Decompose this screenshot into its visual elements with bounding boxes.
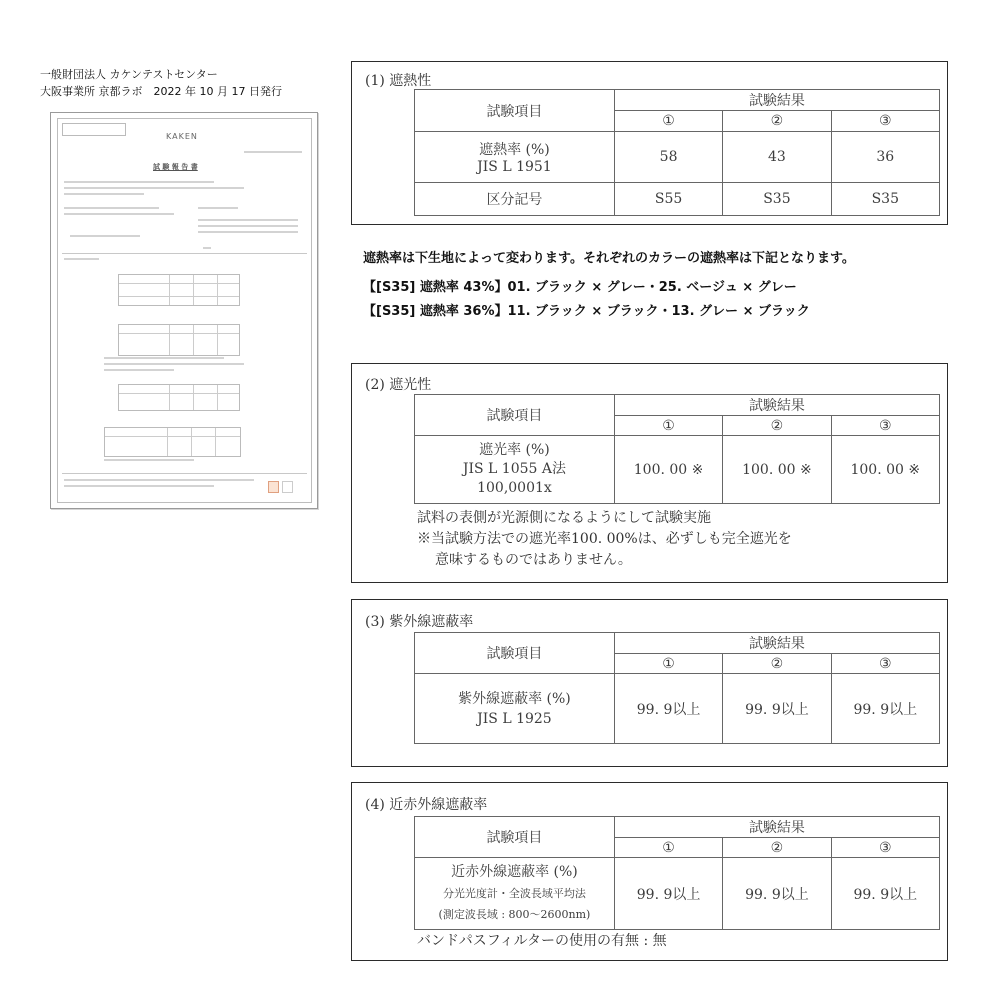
thumb-stamp: [268, 481, 279, 493]
heat-label-1: 遮熱率 (%): [479, 142, 550, 158]
nir-result-table: [414, 816, 940, 930]
light-col-1: ①: [614, 416, 722, 436]
heat-header-item: 試験項目: [415, 90, 615, 132]
uv-header-item: 試験項目: [415, 633, 615, 674]
thumb-text-line: [104, 363, 244, 365]
report-thumbnail-frame: [57, 118, 312, 503]
thumb-text-line: [64, 479, 254, 481]
uv-col-2: ②: [723, 654, 831, 674]
heat-value-1: 58: [614, 132, 722, 183]
desc-line-1: 【[S35] 遮熱率 43%】01. ブラック × グレー・25. ベージュ × グレー: [363, 280, 797, 295]
heat-class-3: S35: [831, 183, 939, 216]
heat-result-table: [414, 89, 940, 216]
heat-value-2: 43: [723, 132, 831, 183]
thumb-text-line: [198, 219, 298, 221]
heat-value-3: 36: [831, 132, 939, 183]
nir-header-item: 試験項目: [415, 817, 615, 858]
heat-class-label: 区分記号: [415, 183, 615, 216]
thumb-title: 試 験 報 告 書: [153, 163, 198, 171]
nir-col-2: ②: [723, 838, 831, 858]
nir-label-1: 近赤外線遮蔽率 (%): [451, 864, 578, 880]
thumb-text-line: [104, 459, 194, 461]
section-uv-shield: [351, 599, 948, 767]
light-note-1: 試料の表側が光源側になるようにして試験実施: [417, 510, 711, 526]
thumb-table-4: [104, 427, 241, 457]
light-label-2: JIS L 1055 A法: [462, 461, 566, 477]
section-heat-shield: [351, 61, 948, 225]
light-value-1: 100. 00 ※: [614, 436, 722, 504]
heat-col-2: ②: [723, 111, 831, 132]
thumb-text-line: [198, 207, 238, 209]
thumb-table-2: [118, 324, 240, 356]
section-uv-title: (3) 紫外線遮蔽率: [365, 614, 474, 630]
nir-col-3: ③: [831, 838, 939, 858]
light-result-table: [414, 394, 940, 504]
light-label-3: 100,0001x: [477, 480, 552, 496]
thumb-text-line: [64, 187, 244, 189]
thumb-text-line: [64, 485, 214, 487]
uv-value-2: 99. 9以上: [723, 674, 831, 744]
section-light-shield: [351, 363, 948, 583]
thumb-text-line: [198, 225, 298, 227]
section-heat-title: (1) 遮熱性: [365, 73, 432, 89]
nir-value-2: 99. 9以上: [723, 858, 831, 930]
heat-label-2: JIS L 1951: [477, 159, 552, 175]
uv-row-label: [415, 674, 615, 744]
desc-line-2: 【[S35] 遮熱率 36%】11. ブラック × ブラック・13. グレー × ブラック: [363, 304, 810, 319]
thumb-text-line: [64, 181, 214, 183]
light-note-2: ※当試験方法での遮光率100. 00%は、必ずしも完全遮光を: [417, 531, 792, 547]
nir-col-1: ①: [614, 838, 722, 858]
heat-col-3: ③: [831, 111, 939, 132]
nir-label-3: (測定波長域 : 800〜2600nm): [438, 908, 591, 921]
heat-row-1-label: [415, 132, 615, 183]
nir-label-2: 分光光度計・全波長域平均法: [442, 887, 586, 900]
heat-col-1: ①: [614, 111, 722, 132]
thumb-text-line: [64, 207, 159, 209]
uv-label-1: 紫外線遮蔽率 (%): [458, 690, 571, 707]
light-row-label: [415, 436, 615, 504]
thumb-text-line: [64, 193, 144, 195]
heat-header-result: 試験結果: [614, 90, 939, 111]
uv-label-2: JIS L 1925: [477, 710, 552, 727]
heat-class-2: S35: [723, 183, 831, 216]
nir-value-1: 99. 9以上: [614, 858, 722, 930]
thumb-text-line: [198, 231, 298, 233]
thumb-divider: [62, 473, 307, 474]
section-light-title: (2) 遮光性: [365, 377, 432, 393]
thumb-text-line: [203, 247, 211, 249]
thumb-header-box: [62, 123, 126, 136]
section-nir-title: (4) 近赤外線遮蔽率: [365, 797, 488, 813]
light-value-3: 100. 00 ※: [831, 436, 939, 504]
thumb-divider: [62, 253, 307, 254]
light-value-2: 100. 00 ※: [723, 436, 831, 504]
report-thumbnail: [50, 112, 318, 509]
light-note-3: 意味するものではありません。: [435, 552, 632, 568]
light-label-1: 遮光率 (%): [479, 442, 550, 458]
thumb-text-line: [64, 213, 174, 215]
light-col-3: ③: [831, 416, 939, 436]
thumb-text-line: [104, 369, 174, 371]
section-nir-shield: [351, 782, 948, 961]
nir-note: バンドパスフィルターの使用の有無 : 無: [417, 933, 667, 949]
issuer-info: [40, 66, 282, 100]
thumb-stamp-box: [282, 481, 293, 493]
thumb-brand: KAKEN: [166, 132, 198, 141]
uv-value-1: 99. 9以上: [614, 674, 722, 744]
light-header-item: 試験項目: [415, 395, 615, 436]
heat-class-1: S55: [614, 183, 722, 216]
thumb-number-line: [244, 151, 302, 153]
thumb-text-line: [64, 258, 99, 260]
nir-row-label: [415, 858, 615, 930]
nir-header-result: 試験結果: [614, 817, 939, 838]
desc-main: 遮熱率は下生地によって変わります。それぞれのカラーの遮熱率は下記となります。: [363, 251, 855, 266]
thumb-table-1: [118, 274, 240, 306]
thumb-text-line: [70, 235, 140, 237]
uv-col-3: ③: [831, 654, 939, 674]
thumb-table-3: [118, 384, 240, 411]
uv-header-result: 試験結果: [614, 633, 939, 654]
issuer-line-2: 大阪事業所 京都ラボ 2022 年 10 月 17 日発行: [40, 85, 282, 98]
nir-value-3: 99. 9以上: [831, 858, 939, 930]
uv-result-table: [414, 632, 940, 744]
thumb-text-line: [104, 357, 224, 359]
light-col-2: ②: [723, 416, 831, 436]
issuer-line-1: 一般財団法人 カケンテストセンター: [40, 68, 218, 81]
color-heat-description: [363, 247, 855, 324]
uv-col-1: ①: [614, 654, 722, 674]
light-header-result: 試験結果: [614, 395, 939, 416]
uv-value-3: 99. 9以上: [831, 674, 939, 744]
